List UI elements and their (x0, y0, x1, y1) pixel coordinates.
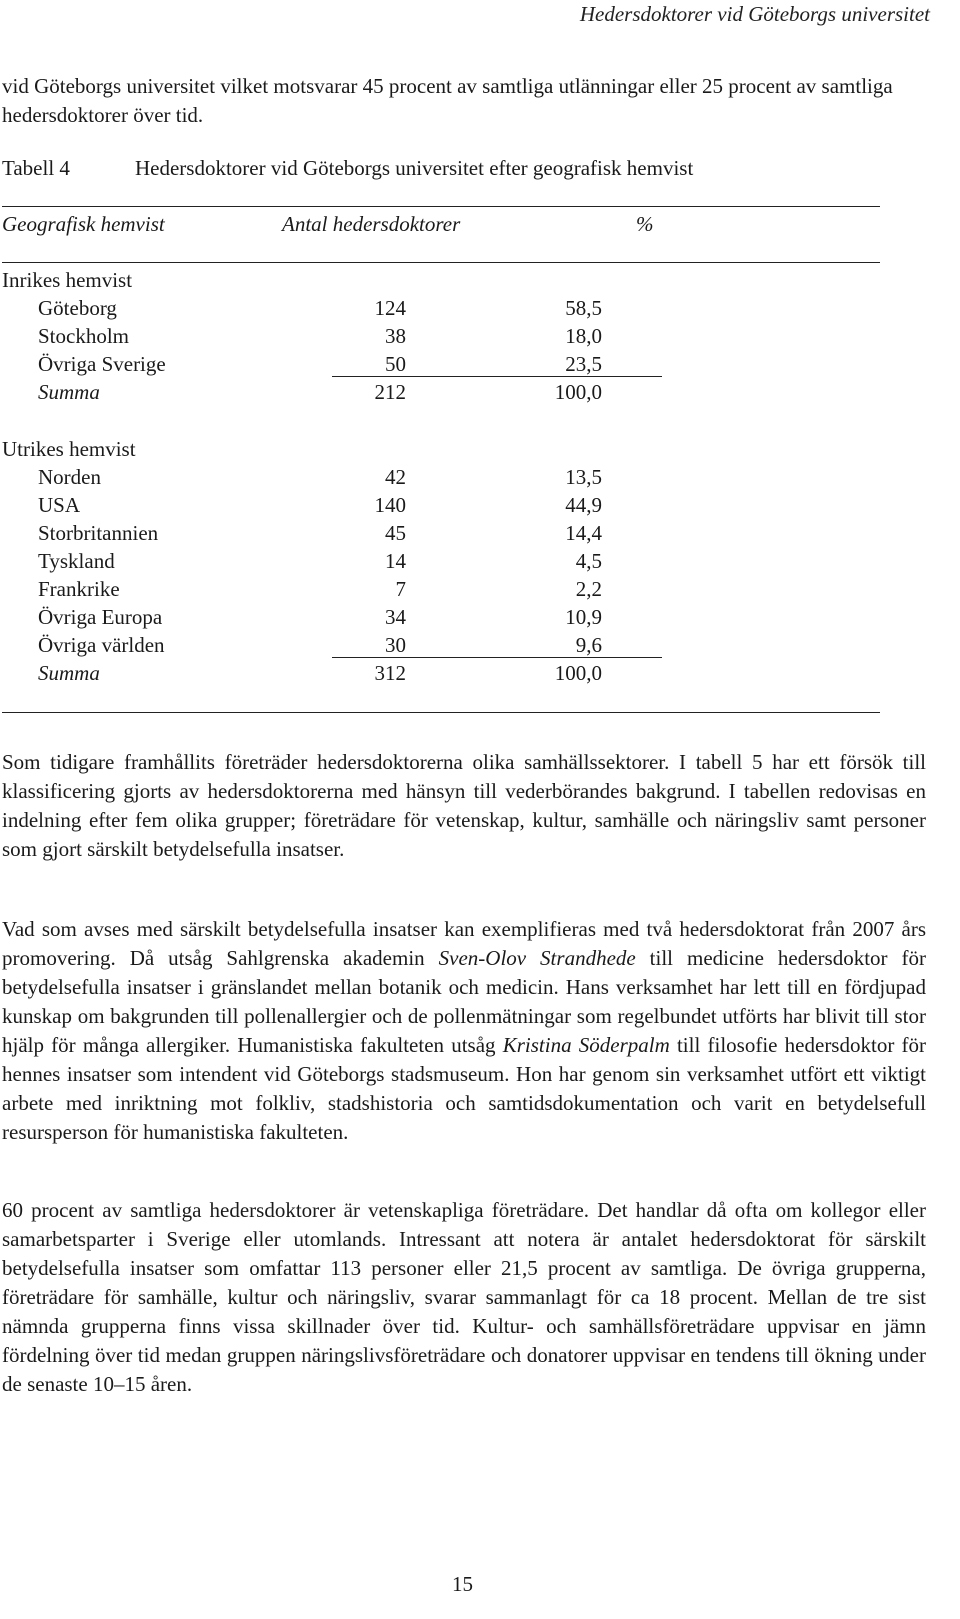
row-percent: 10,9 (565, 605, 602, 629)
person-name: Kristina Söderpalm (502, 1033, 670, 1057)
body-paragraph: 60 procent av samtliga hedersdoktorer är vetenskapliga företrädare. Det handlar då ofta om kollegor eller samarbetsparter i Sverige eller utomlands. Intressant att notera är antalet hedersdoktorat för särskilt betydelsefulla insatser som omfattar 113 personer eller 21,5 procent av samtliga. De övriga grupperna, företrädare för samhälle, kultur och näringsliv, svarar sammanlagt för ca 18 procent. Mellan de tre sist nämnda grupperna finns vissa skillnader över tid. Kultur- och samhällsföreträdare uppvisar en jämn fördelning över tid medan gruppen näringslivsföreträdare och donatorer uppvisar en tendens till ökning under de senaste 10–15 åren. (2, 1198, 926, 1396)
subtotal-rule-foreign (332, 657, 662, 658)
column-header-count: Antal hedersdoktorer (282, 212, 461, 236)
table-row-sum (0, 380, 900, 408)
paragraph-text: till filosofie hedersdoktor för hennes insatser som intendent vid Göteborgs stadsmuseum. Hon har genom sin verksamhet utfört ett viktigt arbete med inriktning mot folkliv, stadshistoria och samtidsdokumentation och varit en betydelsefull resursperson för humanistiska fakulteten. (2, 1033, 926, 1144)
table-label: Tabell 4 (2, 156, 70, 180)
table-row (0, 493, 900, 521)
row-count: 50 (385, 352, 406, 376)
row-label: Göteborg (38, 296, 117, 320)
row-label: Frankrike (38, 577, 120, 601)
row-count: 7 (395, 577, 406, 601)
row-percent: 13,5 (565, 465, 602, 489)
table-title: Hedersdoktorer vid Göteborgs universitet efter geografisk hemvist (135, 156, 694, 180)
row-label: Övriga världen (38, 633, 165, 657)
body-paragraph: Som tidigare framhållits företräder hedersdoktorerna olika samhällssektorer. I tabell 5 har ett försök till klassificering gjorts av hedersdoktorerna med hänsyn till vederbörandes bakgrund. I tabellen redovisas en indelning efter fem olika grupper; företrädare för vetenskap, kultur, samhälle och näringsliv samt personer som gjort särskilt betydelsefulla insatser. (2, 750, 926, 861)
row-count: 30 (385, 633, 406, 657)
table-row (0, 465, 900, 493)
row-count: 45 (385, 521, 406, 545)
row-label: Storbritannien (38, 521, 159, 545)
section-heading-domestic (0, 268, 900, 296)
section-heading-label: Utrikes hemvist (2, 437, 136, 461)
paragraph-text: till medicine hedersdoktor för betydelsefulla insatser i gränslandet mellan botanik och medicin. Hans verksamhet har lett till en fördjupad kunskap om bakgrunden till pollenallergier och de pollenmätningar som regelbundet utförts har blivit till stor hjälp för många allergiker. Humanistiska fakulteten utsåg (2, 946, 926, 1057)
table-header-rule (2, 262, 880, 263)
row-label: Norden (38, 465, 101, 489)
sum-count: 312 (374, 661, 406, 685)
section-heading-label: Inrikes hemvist (2, 268, 133, 292)
row-count: 38 (385, 324, 406, 348)
table-row (0, 324, 900, 352)
column-header-region: Geografisk hemvist (2, 212, 165, 236)
row-percent: 18,0 (565, 324, 602, 348)
row-count: 34 (385, 605, 406, 629)
row-label: Tyskland (38, 549, 115, 573)
sum-count: 212 (374, 380, 406, 404)
table-row (0, 549, 900, 577)
section-heading-foreign (0, 437, 900, 465)
row-label: Övriga Sverige (38, 352, 166, 376)
table-row (0, 605, 900, 633)
row-count: 124 (374, 296, 406, 320)
row-percent: 4,5 (575, 549, 602, 573)
row-count: 14 (385, 549, 406, 573)
column-header-percent: % (636, 212, 654, 236)
running-header: Hedersdoktorer vid Göteborgs universitet (579, 2, 930, 26)
table-row (0, 577, 900, 605)
row-percent: 44,9 (565, 493, 602, 517)
page-number: 15 (452, 1572, 473, 1596)
table-bottom-rule (2, 712, 880, 713)
row-percent: 58,5 (565, 296, 602, 320)
table-row-sum (0, 661, 900, 689)
row-count: 140 (374, 493, 406, 517)
row-count: 42 (385, 465, 406, 489)
table-row (0, 521, 900, 549)
sum-percent: 100,0 (554, 661, 602, 685)
row-percent: 14,4 (565, 521, 602, 545)
row-label: Stockholm (38, 324, 130, 348)
row-percent: 9,6 (575, 633, 602, 657)
sum-label: Summa (38, 380, 100, 404)
paragraph-text: Vad som avses med särskilt betydelsefulla insatser kan exemplifieras med två hedersdoktorat från 2007 års promovering. Då utsåg Sahlgrenska akademin (2, 917, 926, 970)
row-percent: 2,2 (575, 577, 602, 601)
person-name: Sven-Olov Strandhede (438, 946, 636, 970)
body-paragraph (2, 915, 926, 1147)
sum-percent: 100,0 (554, 380, 602, 404)
sum-label: Summa (38, 661, 100, 685)
intro-paragraph: vid Göteborgs universitet vilket motsvarar 45 procent av samtliga utlänningar eller 25 procent av samtliga hedersdoktorer över tid. (2, 74, 893, 127)
row-percent: 23,5 (565, 352, 602, 376)
row-label: USA (38, 493, 81, 517)
subtotal-rule-domestic (332, 376, 662, 377)
table-row (0, 296, 900, 324)
row-label: Övriga Europa (38, 605, 163, 629)
table-top-rule (2, 206, 880, 207)
